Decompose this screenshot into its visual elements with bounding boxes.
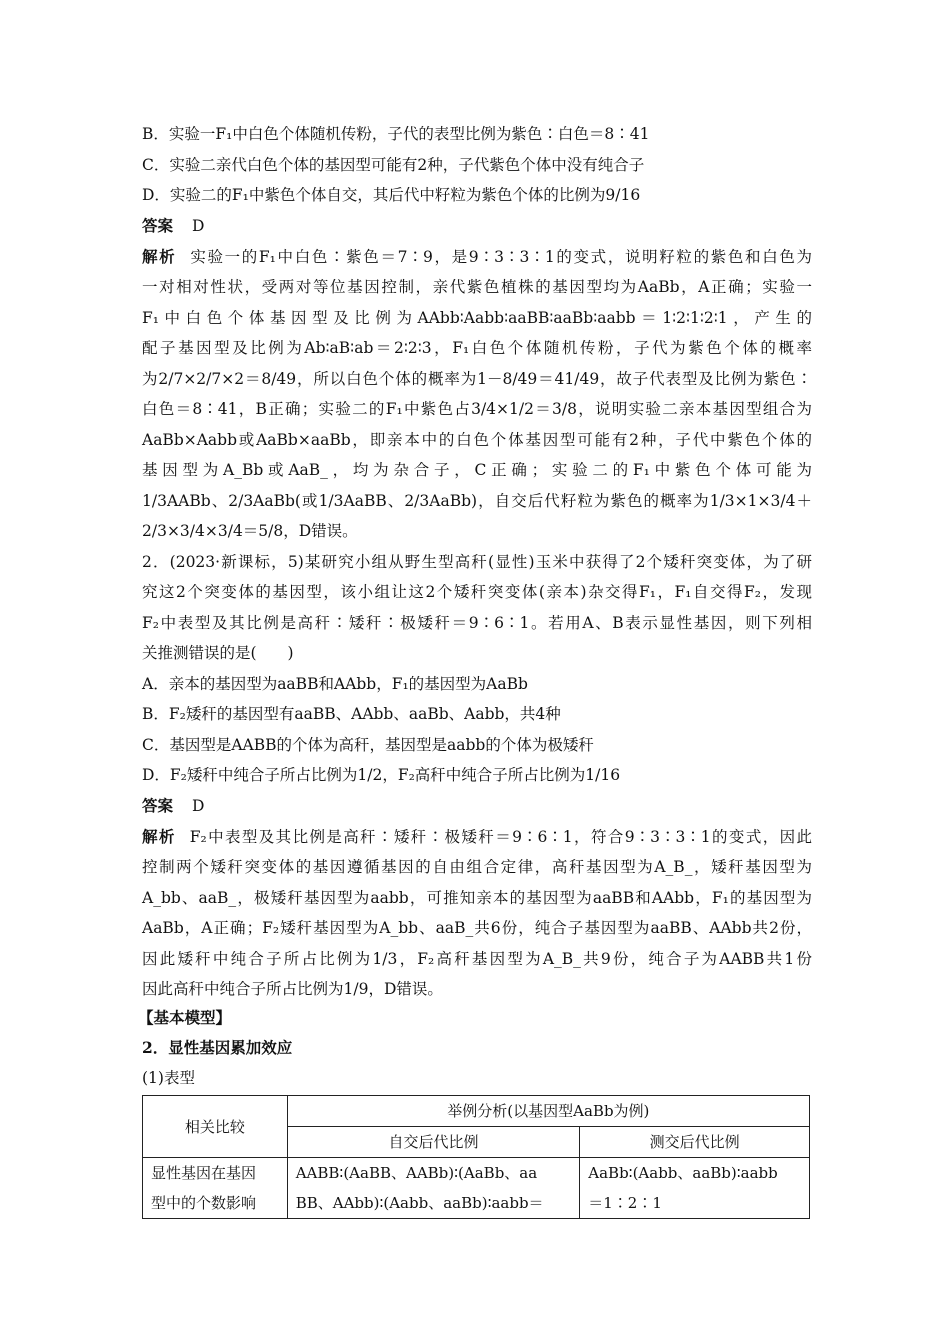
analysis-label: 解析 [142, 827, 176, 846]
q2-option-d: D．F₂矮秆中纯合子所占比例为1/2，F₂高秆中纯合子所占比例为1/16 [142, 766, 621, 784]
analysis-line: 因此矮秆中纯合子所占比例为1/3，F₂高秆基因型为A_B_共9份，纯合子为AABB共1份 [142, 950, 812, 968]
analysis-line: 白色＝8∶41，B正确；实验二的F₁中紫色占3/4×1/2＝3/8，说明实验二亲本基因型组合为 [142, 400, 812, 418]
analysis-line: 因此高秆中纯合子所占比例为1/9，D错误。 [142, 980, 443, 998]
analysis-text: 实验一的F₁中白色∶紫色＝7∶9，是9∶3∶3∶1的变式，说明籽粒的紫色和白色为 [190, 248, 812, 266]
analysis-line: 为2/7×2/7×2＝8/49，所以白色个体的概率为1－8/49＝41/49，故子代表型及比例为紫色∶ [142, 370, 812, 388]
analysis-line: 基因型为A_Bb或AaB_，均为杂合子，C正确；实验二的F₁中紫色个体可能为 [142, 461, 812, 479]
answer-line [142, 795, 812, 817]
analysis-line: AaBb×Aabb或AaBb×aaBb，即亲本中的白色个体基因型可能有2种，子代中紫色个体的 [142, 431, 812, 449]
section-tag: 【基本模型】 [138, 1008, 232, 1027]
analysis-line: 2/3×3/4×3/4＝5/8，D错误。 [142, 522, 358, 540]
header-related: 相关比较 [143, 1096, 288, 1158]
analysis-line: F₁中白色个体基因型及比例为AAbb∶Aabb∶aaBB∶aaBb∶aabb＝1∶2∶1∶2∶1，产生的 [142, 309, 812, 327]
analysis-line: 控制两个矮秆突变体的基因遵循基因的自由组合定律，高秆基因型为A_B_，矮秆基因型为 [142, 858, 812, 876]
analysis-line: A_bb、aaB_，极矮秆基因型为aabb，可推知亲本的基因型为aaBB和AAbb，F₁的基因型为 [142, 889, 812, 907]
answer-label: 答案 [142, 216, 174, 235]
analysis-line [142, 826, 812, 848]
analysis-line: AaBb，A正确；F₂矮秆基因型为A_bb、aaB_共6份，纯合子基因型为aaBB、AAbb共2份， [142, 919, 812, 937]
option-b: B．实验一F₁中白色个体随机传粉，子代的表型比例为紫色∶白色＝8∶41 [142, 125, 650, 143]
self-ratio-line: AABB∶(AaBB、AABb)∶(AaBb、aa [295, 1164, 538, 1182]
header-example: 举例分析(以基因型AaBb为例) [287, 1096, 809, 1127]
self-ratio-cell [287, 1158, 580, 1219]
comparison-table [142, 1095, 810, 1219]
header-self: 自交后代比例 [287, 1127, 580, 1158]
test-ratio-cell [580, 1158, 810, 1219]
question-2-stem: 究这2个突变体的基因型，该小组让这2个矮秆突变体(亲本)杂交得F₁，F₁自交得F₂，发现 [142, 583, 812, 601]
q2-option-b: B．F₂矮秆的基因型有aaBB、AAbb、aaBb、Aabb，共4种 [142, 705, 561, 723]
answer-label: 答案 [142, 796, 174, 815]
test-ratio-line: ＝1∶2∶1 [588, 1194, 662, 1212]
section-heading: 2．显性基因累加效应 [142, 1038, 293, 1057]
answer-line [142, 215, 812, 237]
analysis-line: 一对相对性状，受两对等位基因控制，亲代紫色植株的基因型均为AaBb，A正确；实验一 [142, 278, 812, 296]
analysis-line: 1/3AABb、2/3AaBb(或1/3AaBB、2/3AaBb)，自交后代籽粒为紫色的概率为1/3×1×3/4＋ [142, 492, 812, 510]
answer-value: D [191, 797, 205, 815]
option-c: C．实验二亲代白色个体的基因型可能有2种，子代紫色个体中没有纯合子 [142, 156, 645, 174]
question-2-stem: F₂中表型及其比例是高秆∶矮秆∶极矮秆＝9∶6∶1。若用A、B表示显性基因，则下列相 [142, 614, 812, 632]
q2-option-a: A．亲本的基因型为aaBB和AAbb，F₁的基因型为AaBb [142, 675, 528, 693]
analysis-text: F₂中表型及其比例是高秆∶矮秆∶极矮秆＝9∶6∶1，符合9∶3∶3∶1的变式，因此 [189, 828, 812, 846]
question-2-stem: 2．(2023·新课标，5)某研究小组从野生型高秆(显性)玉米中获得了2个矮秆突变体，为了研 [142, 553, 812, 571]
q2-option-c: C．基因型是AABB的个体为高秆，基因型是aabb的个体为极矮秆 [142, 736, 594, 754]
analysis-line [142, 246, 812, 268]
header-test: 测交后代比例 [580, 1127, 810, 1158]
self-ratio-line: BB、AAbb)∶(Aabb、aaBb)∶aabb＝ [295, 1194, 544, 1212]
option-d: D．实验二的F₁中紫色个体自交，其后代中籽粒为紫色个体的比例为9/16 [142, 186, 641, 204]
row-label [143, 1158, 288, 1219]
subsection-heading: (1)表型 [142, 1069, 195, 1087]
analysis-line: 配子基因型及比例为Ab∶aB∶ab＝2∶2∶3，F₁白色个体随机传粉，子代为紫色个体的概率 [142, 339, 812, 357]
analysis-label: 解析 [142, 247, 177, 266]
test-ratio-line: AaBb∶(Aabb、aaBb)∶aabb [588, 1164, 778, 1182]
row-label-line: 显性基因在基因 [151, 1164, 257, 1182]
question-2-stem: 关推测错误的是( ) [142, 644, 294, 662]
answer-value: D [191, 217, 205, 235]
row-label-line: 型中的个数影响 [151, 1194, 257, 1212]
